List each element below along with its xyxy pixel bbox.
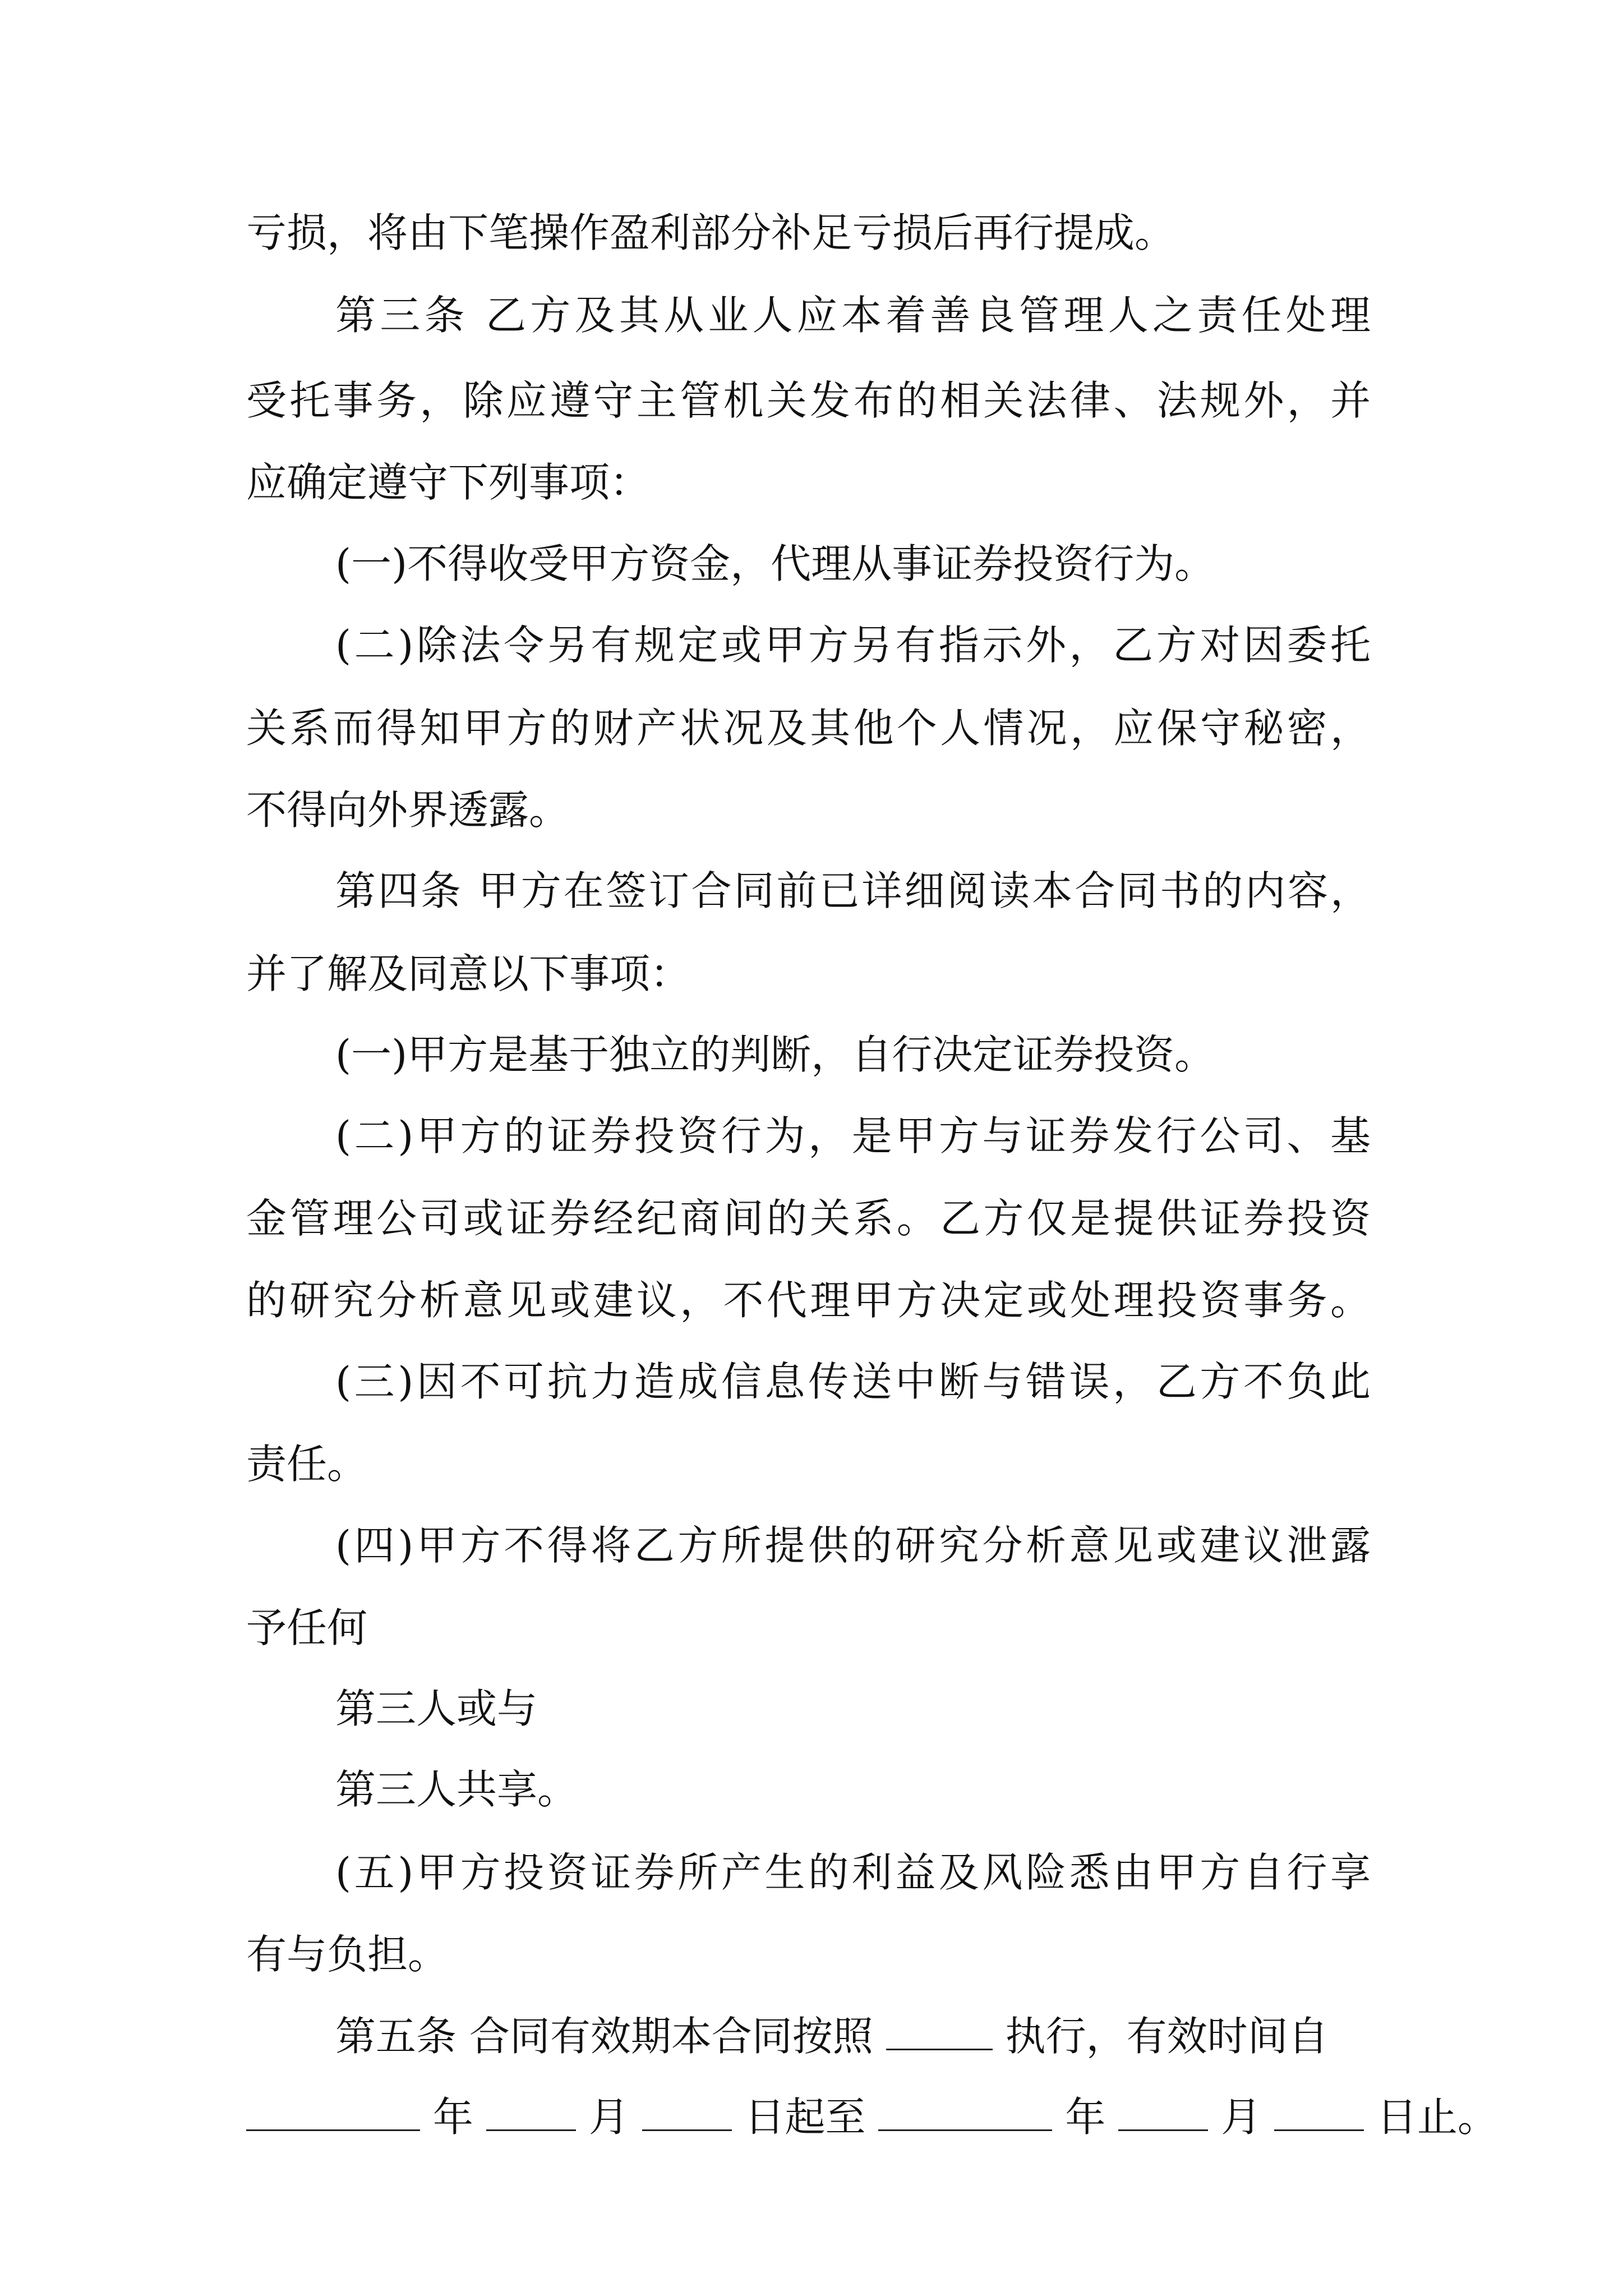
text-line [246, 700, 1371, 756]
validity-period-line [246, 2089, 1498, 2145]
text-line-content: 并了解及同意以下事项： [246, 950, 691, 997]
text-line [246, 372, 1371, 429]
text-line-content: (一)不得收受甲方资金，代理从事证券投资行为。 [335, 540, 1215, 587]
text-line [246, 205, 1227, 261]
clause-item-line [335, 1354, 1371, 1410]
end-year-blank[interactable] [878, 2090, 1052, 2131]
clause-item-line [335, 536, 1215, 592]
text-line-content: 执行，有效时间自 [1005, 2013, 1329, 2060]
end-month-label: 月 [1221, 2093, 1262, 2141]
text-line [335, 1761, 578, 1818]
text-line [246, 454, 650, 510]
text-line-content: 的研究分析意见或建议，不代理甲方决定或处理投资事务。 [246, 1277, 1371, 1324]
text-line-content: 予任何 [246, 1604, 368, 1651]
clause-item-line [335, 1108, 1371, 1164]
text-line-content: (四)甲方不得将乙方所提供的研究分析意见或建议泄露 [335, 1522, 1371, 1569]
clause-item-line [335, 1517, 1371, 1573]
text-line-content: 应确定遵守下列事项： [246, 459, 651, 506]
text-line [246, 946, 690, 1002]
end-day-label: 日止。 [1376, 2093, 1498, 2141]
article-3-heading-line [335, 287, 1371, 343]
text-line-content: (一)甲方是基于独立的判断，自行决定证券投资。 [335, 1031, 1215, 1078]
end-day-blank[interactable] [1274, 2090, 1364, 2131]
start-year-label: 年 [432, 2093, 473, 2141]
start-month-label: 月 [588, 2093, 629, 2141]
text-line-content: (二)除法令另有规定或甲方另有指示外，乙方对因委托 [335, 622, 1371, 669]
clause-item-line [335, 617, 1371, 673]
text-line [246, 1272, 1371, 1328]
text-line-content: 金管理公司或证券经纪商间的关系。乙方仅是提供证券投资 [246, 1195, 1371, 1242]
text-line [246, 1600, 367, 1656]
text-line-content: 有与负担。 [246, 1931, 449, 1978]
execution-basis-blank[interactable] [886, 2009, 993, 2050]
text-line-content: 第三人共享。 [335, 1766, 578, 1813]
text-line-content: 第四条 甲方在签订合同前已详细阅读本合同书的内容， [335, 867, 1371, 914]
text-line-content: 关系而得知甲方的财产状况及其他个人情况，应保守秘密， [246, 705, 1371, 752]
end-month-blank[interactable] [1118, 2090, 1208, 2131]
start-month-blank[interactable] [486, 2090, 576, 2131]
text-line [246, 782, 569, 838]
text-line [335, 1681, 537, 1737]
text-line-content: 不得向外界透露。 [246, 786, 570, 834]
article-4-heading-line [335, 863, 1371, 919]
text-line-content: 责任。 [246, 1441, 368, 1488]
end-year-label: 年 [1065, 2093, 1106, 2141]
clause-item-line [335, 1844, 1371, 1901]
text-line-content: 受托事务，除应遵守主管机关发布的相关法律、法规外，并 [246, 377, 1371, 424]
text-line-content: 第三条 乙方及其从业人应本着善良管理人之责任处理 [335, 292, 1371, 339]
text-line [246, 1190, 1371, 1246]
text-line-content: 亏损，将由下笔操作盈利部分补足亏损后再行提成。 [246, 209, 1175, 256]
start-day-label: 日起至 [744, 2093, 866, 2141]
start-day-blank[interactable] [642, 2090, 732, 2131]
text-line-content: (二)甲方的证券投资行为，是甲方与证券发行公司、基 [335, 1112, 1371, 1159]
clause-item-line [335, 1027, 1215, 1083]
start-year-blank[interactable] [246, 2090, 420, 2131]
text-line-content: 第五条 合同有效期本合同按照 [335, 2013, 873, 2060]
text-line-content: 第三人或与 [335, 1685, 538, 1732]
article-5-heading-line [335, 2008, 1329, 2064]
text-line [246, 1926, 448, 1982]
text-line [246, 1436, 367, 1492]
text-line-content: (五)甲方投资证券所产生的利益及风险悉由甲方自行享 [335, 1849, 1371, 1896]
text-line-content: (三)因不可抗力造成信息传送中断与错误，乙方不负此 [335, 1358, 1371, 1405]
